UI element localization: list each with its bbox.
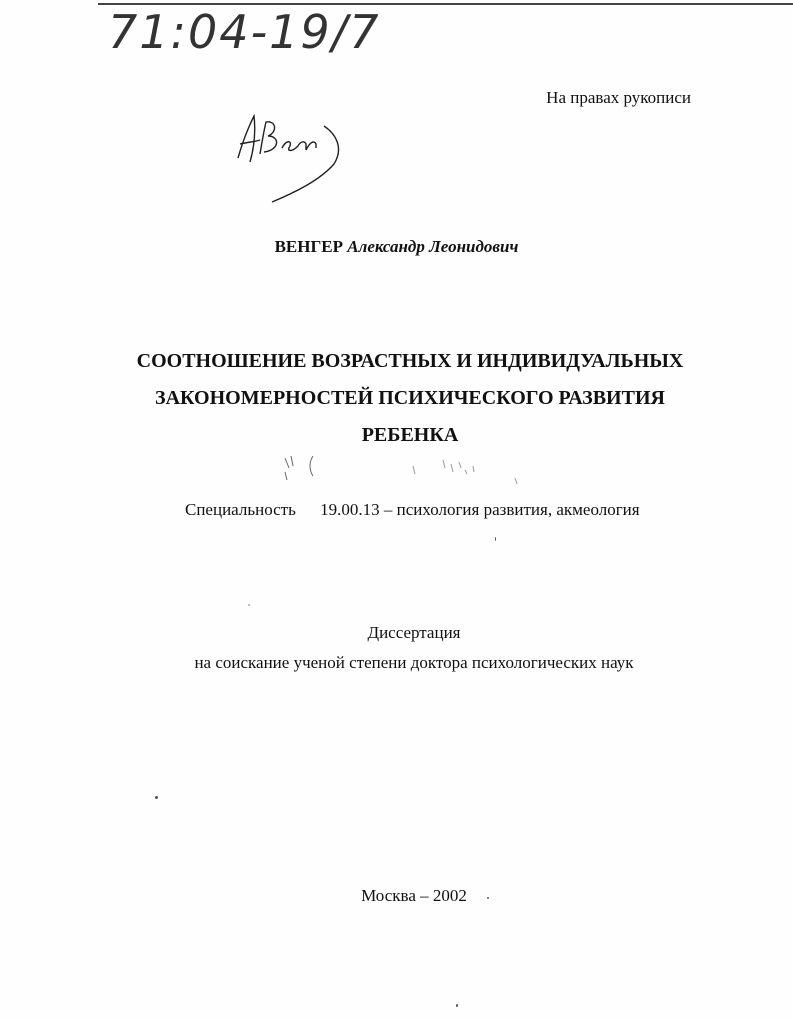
title-line: СООТНОШЕНИЕ ВОЗРАСТНЫХ И ИНДИВИДУАЛЬНЫХ <box>136 350 684 372</box>
dissertation-label: Диссертация <box>367 623 461 642</box>
degree-statement: на соискание ученой степени доктора психологических наук <box>194 653 634 672</box>
rights-note: На правах рукописи <box>546 88 691 107</box>
title-line: ЗАКОНОМЕРНОСТЕЙ ПСИХИЧЕСКОГО РАЗВИТИЯ <box>155 387 665 409</box>
scan-speck <box>487 897 489 899</box>
scan-speck <box>155 796 158 799</box>
city-year: Москва – 2002 <box>361 886 467 905</box>
dissertation-title <box>100 343 720 454</box>
svg-text:71:04-19/7: 71:04-19/7 <box>108 5 381 58</box>
scan-speck <box>495 537 496 541</box>
scan-speck <box>456 1004 458 1007</box>
handwritten-archive-code <box>108 2 398 58</box>
specialty-code: 19.00.13 – психология развития, акмеология <box>320 500 640 519</box>
author-name <box>0 237 793 257</box>
specialty-label: Специальность <box>185 500 296 519</box>
specialty-line <box>185 500 640 520</box>
author-surname: ВЕНГЕР <box>274 237 344 256</box>
author-signature <box>220 104 360 204</box>
dissertation-type <box>0 618 793 678</box>
author-given-names: Александр Леонидович <box>347 237 519 256</box>
scan-speck <box>248 604 250 606</box>
title-line: РЕБЕНКА <box>361 424 459 446</box>
faint-stamp-marks <box>283 452 523 486</box>
